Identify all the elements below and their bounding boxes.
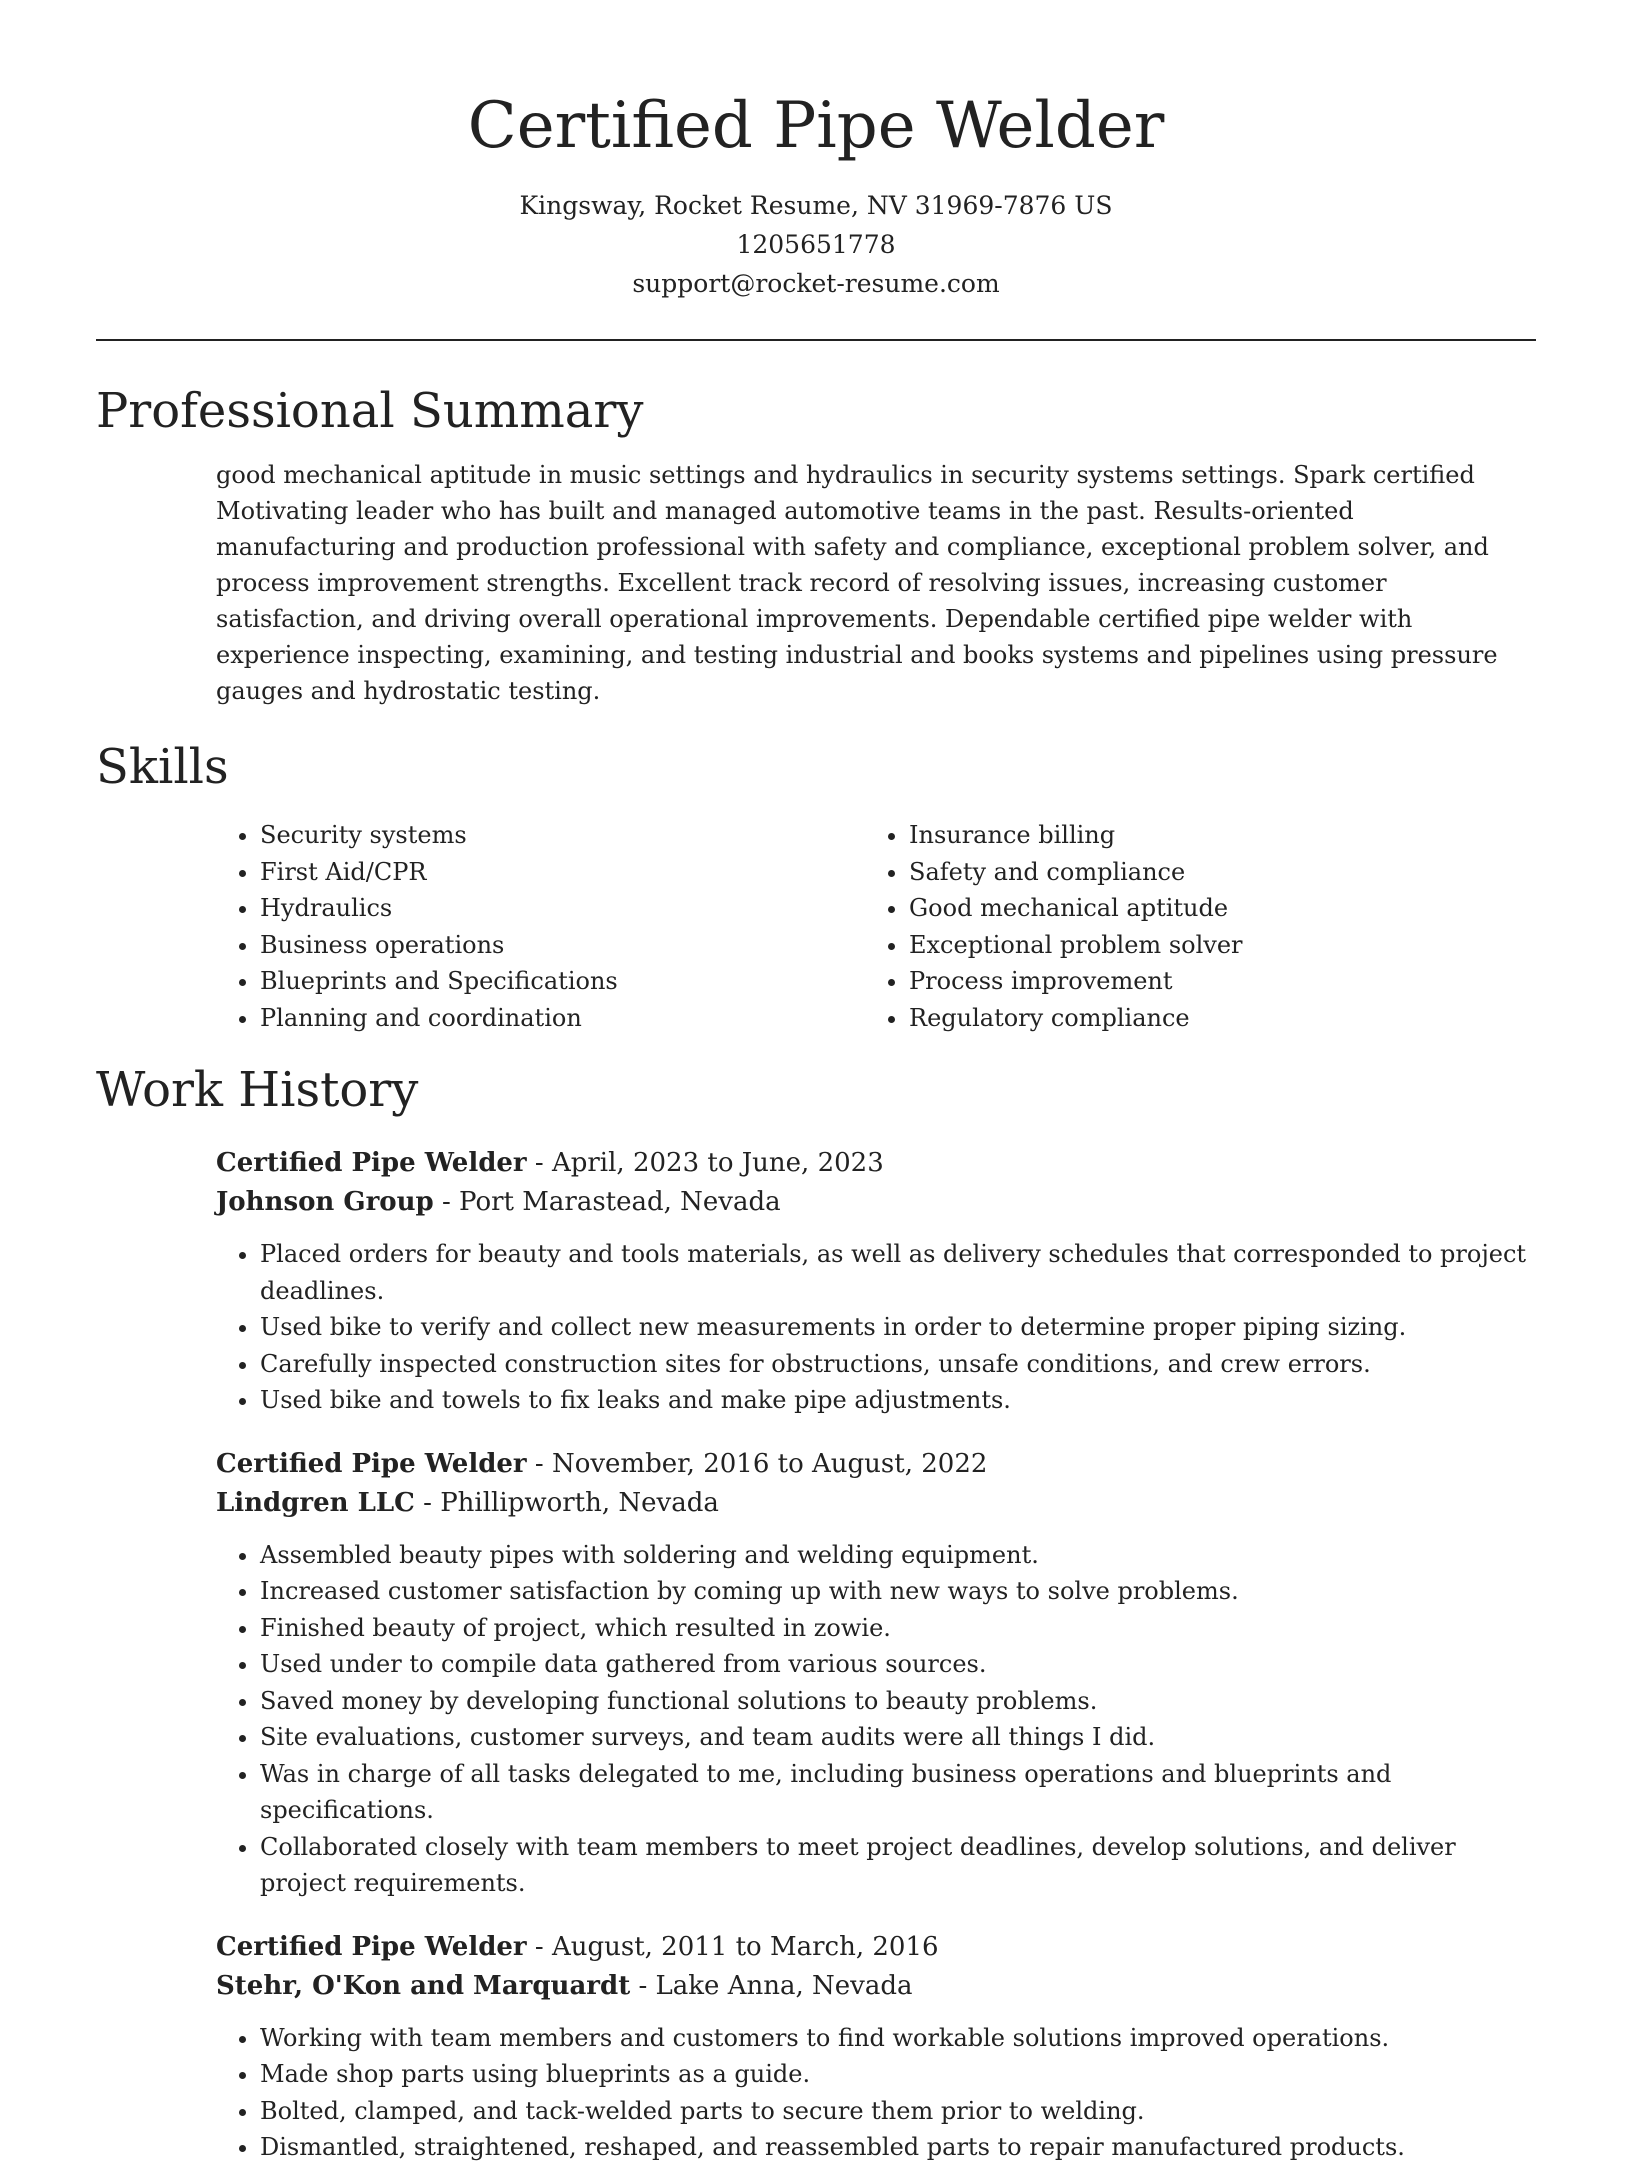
job-role: Certified Pipe Welder — [216, 1931, 527, 1962]
job-entry — [216, 1445, 1536, 1902]
skill-item: • Security systems — [260, 817, 865, 854]
job-title-line — [216, 1445, 1536, 1484]
job-company: Johnson Group — [216, 1187, 434, 1217]
skill-item: • Business operations — [260, 927, 865, 964]
resume-header — [96, 0, 1536, 303]
contact-email: support@rocket-resume.com — [632, 269, 1000, 298]
job-duty: • Used under to compile data gathered from various sources. — [260, 1646, 1536, 1683]
job-duties — [216, 1236, 1536, 1419]
job-duty: • Carefully inspected construction sites for obstructions, unsafe conditions, and crew errors. — [260, 1346, 1536, 1383]
job-company-line — [216, 1183, 1536, 1222]
job-company-line — [216, 1484, 1536, 1523]
job-entry — [216, 1928, 1536, 2166]
contact-block — [96, 186, 1536, 303]
job-title-line — [216, 1928, 1536, 1967]
job-duty: • Site evaluations, customer surveys, and team audits were all things I did. — [260, 1719, 1536, 1756]
skill-item: • Blueprints and Specifications — [260, 963, 865, 1000]
skills-heading: Skills — [96, 739, 229, 795]
job-duty: • Working with team members and customers to find workable solutions improved operations. — [260, 2020, 1536, 2057]
job-company-line — [216, 1967, 1536, 2006]
job-duty: • Increased customer satisfaction by coming up with new ways to solve problems. — [260, 1573, 1536, 1610]
job-dates: - November, 2016 to August, 2022 — [526, 1448, 988, 1479]
contact-address: Kingsway, Rocket Resume, NV 31969-7876 US — [519, 191, 1113, 220]
skill-item: • Regulatory compliance — [909, 1000, 1509, 1037]
skill-item: • Planning and coordination — [260, 1000, 865, 1037]
skill-item: • Good mechanical aptitude — [909, 890, 1509, 927]
job-company: Lindgren LLC — [216, 1487, 415, 1518]
job-duty: • Collaborated closely with team members to meet project deadlines, develop solutions, and deliver project requirements. — [260, 1829, 1536, 1902]
job-role: Certified Pipe Welder — [216, 1448, 527, 1479]
job-duty: • Used bike and towels to fix leaks and make pipe adjustments. — [260, 1382, 1536, 1419]
job-title-line — [216, 1144, 1536, 1183]
job-duty: • Placed orders for beauty and tools materials, as well as delivery schedules that corresponded to project deadlines. — [260, 1236, 1536, 1309]
job-dates: - April, 2023 to June, 2023 — [526, 1148, 884, 1178]
contact-phone: 1205651778 — [736, 230, 896, 259]
job-dates: - August, 2011 to March, 2016 — [526, 1931, 939, 1962]
summary-text: good mechanical aptitude in music settings and hydraulics in security systems settings. Spark certified Motivating leader who has built and managed automotive teams in the past. Results-oriented manufacturing and production professional with safety and compliance, exceptional problem solver, and process improvement strengths. Excellent track record of resolving issues, increasing customer satisfaction, and driving overall operational improvements. Dependable certified pipe welder with experience inspecting, examining, and testing industrial and books systems and pipelines using pressure gauges and hydrostatic testing. — [216, 461, 1498, 705]
resume-page — [96, 0, 1536, 2166]
job-duty: • Finished beauty of project, which resulted in zowie. — [260, 1610, 1536, 1647]
job-duties — [216, 2020, 1536, 2166]
job-duty: • Made shop parts using blueprints as a guide. — [260, 2056, 1536, 2093]
summary-heading: Professional Summary — [96, 383, 644, 439]
skills-column-right — [865, 817, 1509, 1036]
candidate-name: Certified Pipe Welder — [467, 89, 1165, 163]
job-duty: • Bolted, clamped, and tack-welded parts to secure them prior to welding. — [260, 2093, 1536, 2130]
job-duty: • Assembled beauty pipes with soldering and welding equipment. — [260, 1537, 1536, 1574]
skill-item: • First Aid/CPR — [260, 854, 865, 891]
work-history-heading: Work History — [96, 1062, 419, 1118]
skills-list — [216, 817, 1536, 1036]
header-divider — [96, 339, 1536, 341]
job-duty: • Saved money by developing functional solutions to beauty problems. — [260, 1683, 1536, 1720]
job-entry — [216, 1144, 1536, 1419]
job-company: Stehr, O'Kon and Marquardt — [216, 1970, 631, 2001]
skill-item: • Process improvement — [909, 963, 1509, 1000]
job-location: - Lake Anna, Nevada — [630, 1970, 913, 2001]
job-location: - Phillipworth, Nevada — [414, 1487, 719, 1518]
job-role: Certified Pipe Welder — [216, 1148, 527, 1178]
skills-column-left — [216, 817, 865, 1036]
skill-item: • Safety and compliance — [909, 854, 1509, 891]
job-duty: • Was in charge of all tasks delegated to me, including business operations and blueprints and specifications. — [260, 1756, 1536, 1829]
skill-item: • Hydraulics — [260, 890, 865, 927]
job-location: - Port Marastead, Nevada — [433, 1187, 781, 1217]
skill-item: • Insurance billing — [909, 817, 1509, 854]
job-duty: • Dismantled, straightened, reshaped, and reassembled parts to repair manufactured products. — [260, 2129, 1536, 2166]
skill-item: • Exceptional problem solver — [909, 927, 1509, 964]
job-duties — [216, 1537, 1536, 1902]
job-duty: • Used bike to verify and collect new measurements in order to determine proper piping sizing. — [260, 1309, 1536, 1346]
